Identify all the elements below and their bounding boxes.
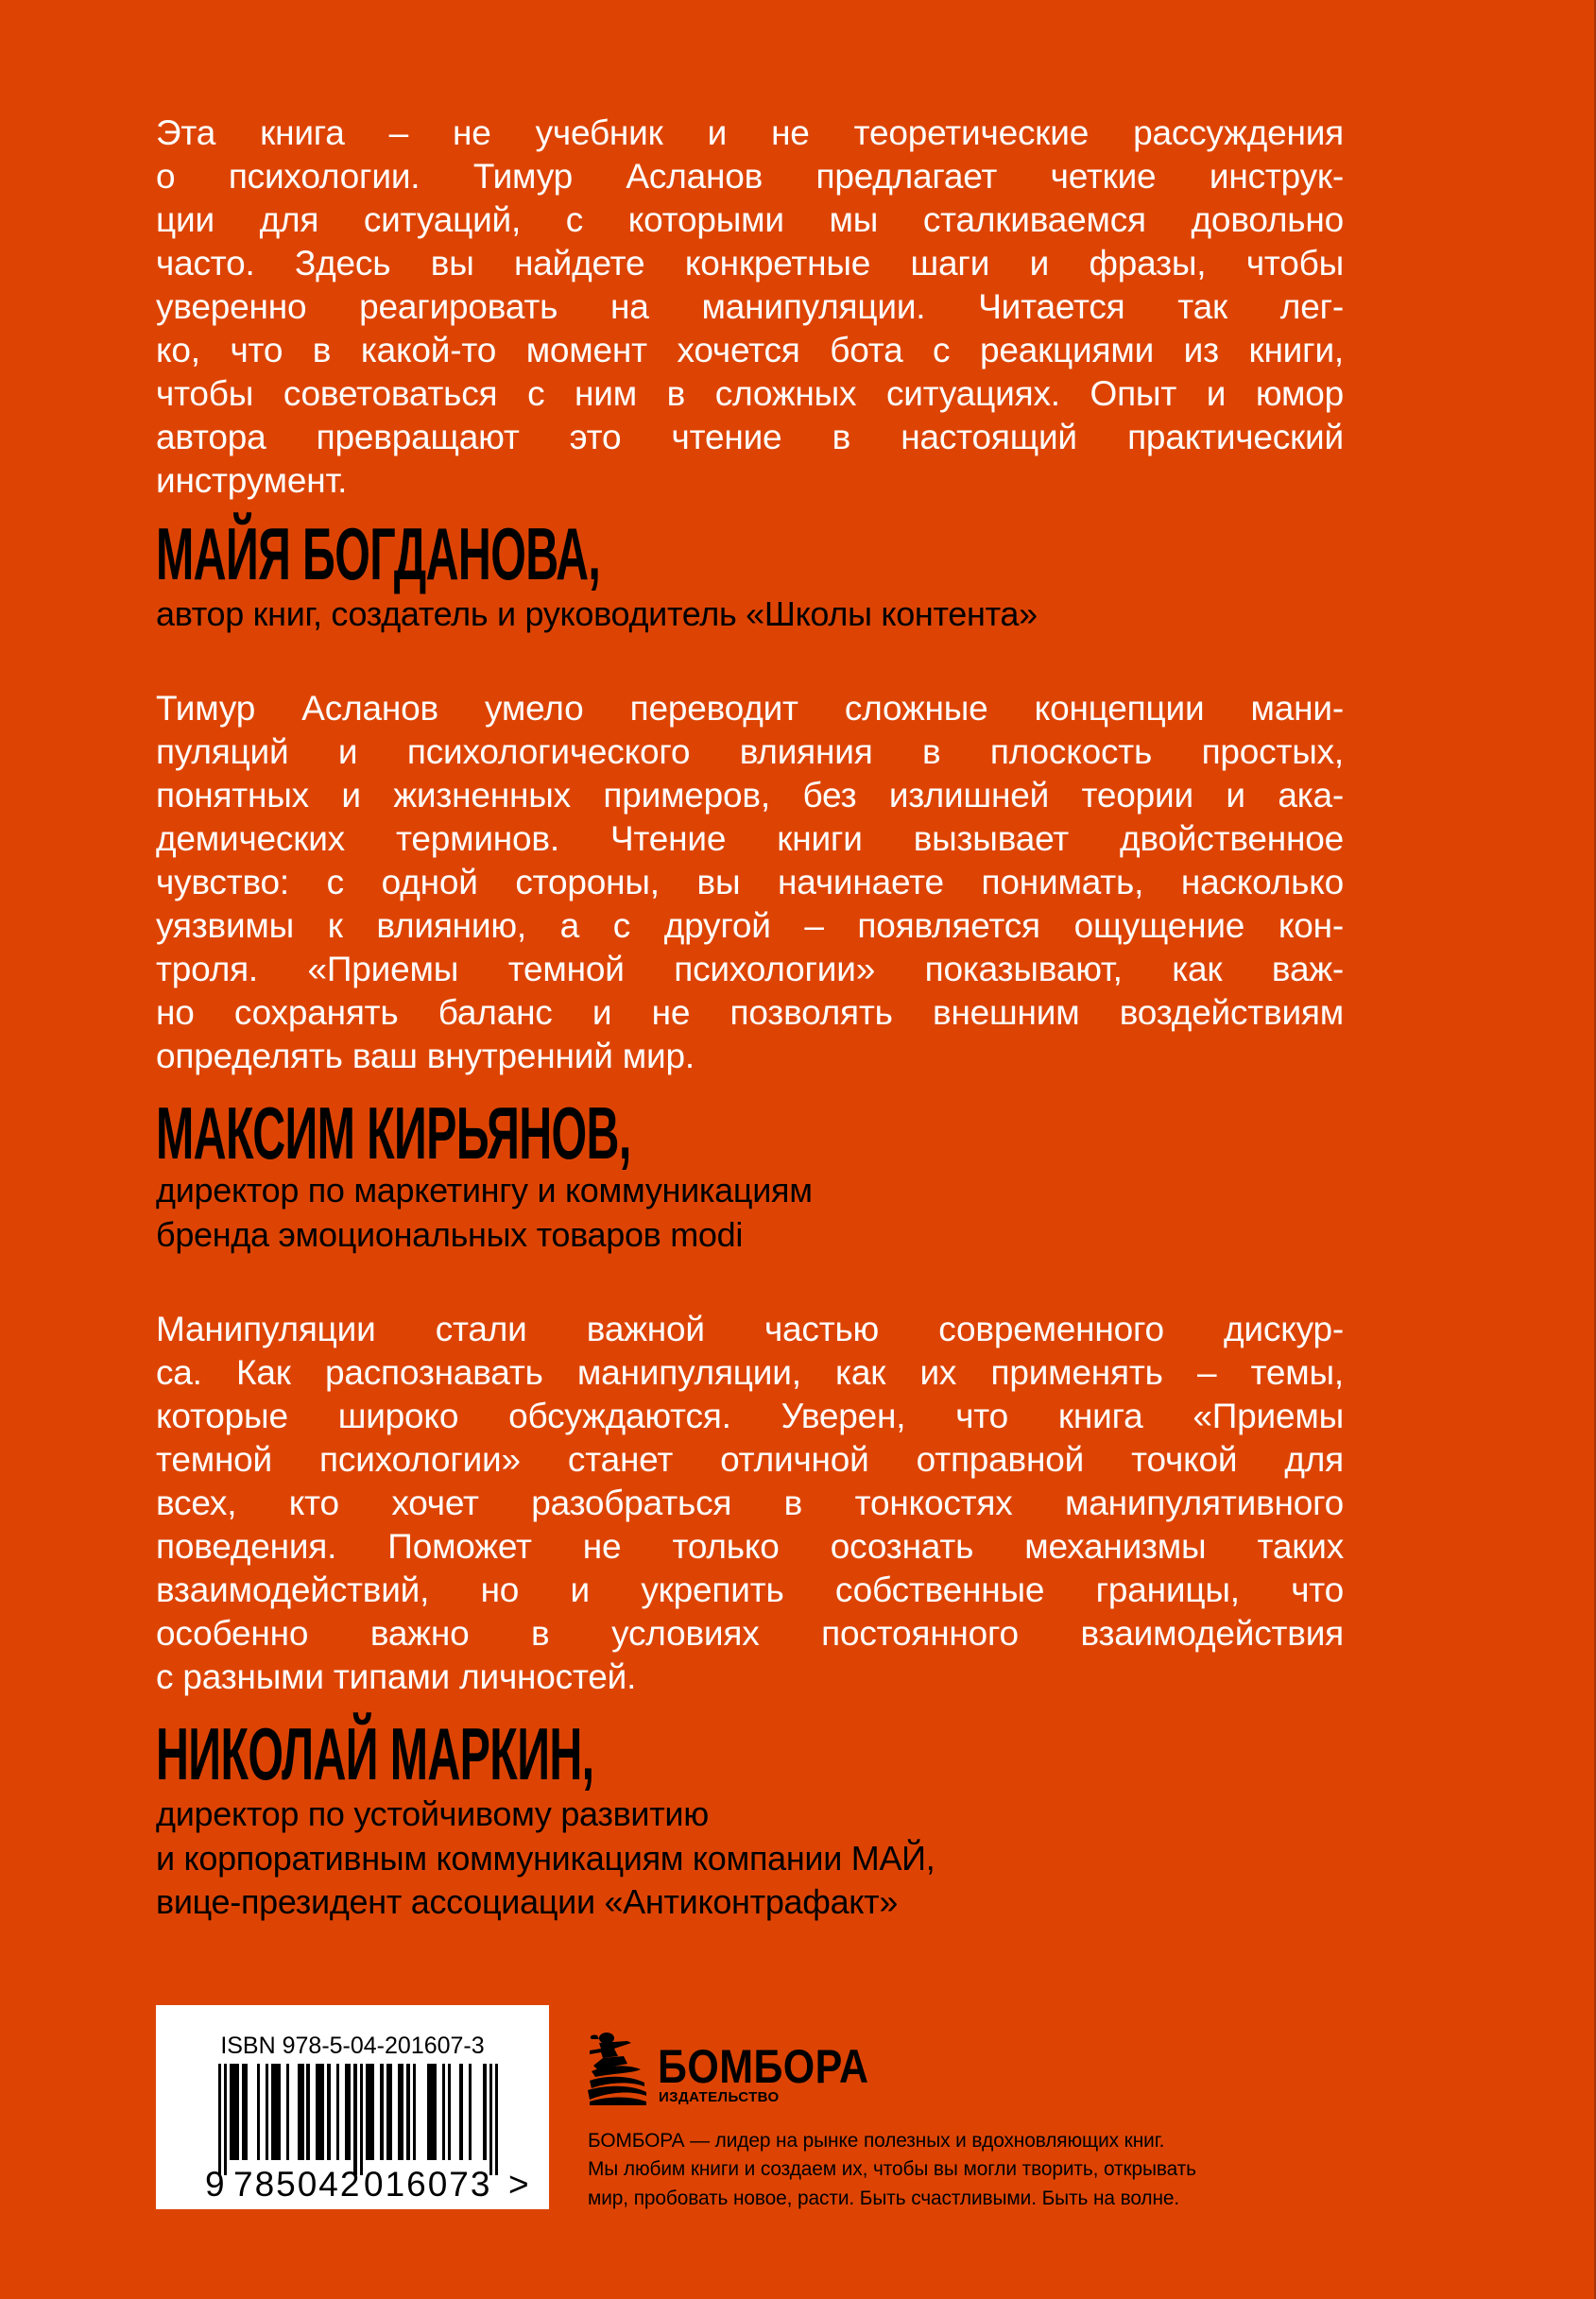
barcode-bar: [286, 2064, 289, 2160]
barcode-bar: [389, 2064, 392, 2160]
barcode-bar: [406, 2064, 409, 2160]
review-2-line: но сохранять баланс и не позволять внешним воздействиям: [156, 993, 1344, 1032]
barcode-bar: [380, 2064, 383, 2160]
barcode-bar: [489, 2064, 492, 2175]
barcode-bar: [348, 2064, 351, 2160]
review-1-line: ции для ситуаций, с которыми мы сталкиваемся довольно: [156, 200, 1344, 239]
barcode-digit-first: 9: [205, 2165, 225, 2204]
review-3-line: Манипуляции стали важной частью современного дискур-: [156, 1310, 1344, 1348]
review-2-line: пуляций и психологического влияния в плоскость простых,: [156, 732, 1344, 771]
barcode-bar: [327, 2064, 330, 2160]
barcode-digits-left: 785042: [233, 2165, 362, 2204]
review-2-author-role: бренда эмоциональных товаров modi: [156, 1215, 744, 1254]
publisher-blurb-line: Мы любим книги и создаем их, чтобы вы могли творить, открывать: [588, 2158, 1196, 2180]
barcode-bar: [353, 2064, 356, 2175]
barcode-bar: [469, 2064, 472, 2160]
barcode-bar: [401, 2064, 403, 2160]
barcode-digits-right: 016073: [364, 2165, 492, 2204]
publisher-blurb-line: мир, пробовать новое, расти. Быть счастливыми. Быть на волне.: [588, 2187, 1180, 2209]
barcode-bar: [448, 2064, 451, 2160]
review-3-line: поведения. Поможет не только осознать механизмы таких: [156, 1527, 1344, 1566]
review-3-author-name: НИКОЛАЙ МАРКИН,: [156, 1712, 594, 1795]
review-3-line: темной психологии» станет отличной отправной точкой для: [156, 1440, 1344, 1479]
review-1-line: о психологии. Тимур Асланов предлагает четкие инструк-: [156, 157, 1344, 196]
review-2-line: троля. «Приемы темной психологии» показывают, как важ-: [156, 950, 1344, 988]
review-1-line: Эта книга – не учебник и не теоретические рассуждения: [156, 113, 1344, 152]
review-1-author-name: МАЙЯ БОГДАНОВА,: [156, 512, 601, 595]
barcode-bar: [306, 2064, 309, 2160]
publisher-logo: [586, 2030, 869, 2107]
barcode-bar: [433, 2064, 436, 2160]
barcode-bar: [483, 2064, 486, 2160]
review-2-line: Тимур Асланов умело переводит сложные концепции мани-: [156, 689, 1344, 728]
isbn-label: ISBN 978-5-04-201607-3: [220, 2033, 485, 2059]
barcode-quiet-zone-marker: >: [508, 2165, 529, 2204]
review-1-line: чтобы советоваться с ним в сложных ситуациях. Опыт и юмор: [156, 374, 1344, 413]
review-1-line: инструмент.: [156, 461, 348, 500]
review-2-line: понятных и жизненных примеров, без излишней теории и ака-: [156, 776, 1344, 815]
barcode-bar: [360, 2064, 363, 2175]
publisher-subtitle: ИЗДАТЕЛЬСТВО: [659, 2089, 780, 2105]
barcode-bar: [321, 2064, 324, 2160]
review-3-author-role: и корпоративным коммуникациям компании МАЙ,: [156, 1839, 935, 1878]
review-3-line: особенно важно в условиях постоянного взаимодействия: [156, 1614, 1344, 1653]
review-1-author-role: автор книг, создатель и руководитель «Школы контента»: [156, 594, 1038, 633]
review-2-line: определять ваш внутренний мир.: [156, 1037, 695, 1075]
review-3-line: которые широко обсуждаются. Уверен, что книга «Приемы: [156, 1397, 1344, 1435]
barcode-bar: [413, 2064, 416, 2160]
barcode-bar: [371, 2064, 374, 2160]
review-3-author-role: вице-президент ассоциации «Антиконтрафакт»: [156, 1882, 899, 1921]
review-3-line: взаимодействий, но и укрепить собственные границы, что: [156, 1570, 1344, 1609]
isbn-barcode-box: [156, 2005, 549, 2209]
review-2-line: демических терминов. Чтение книги вызывает двойственное: [156, 819, 1344, 858]
barcode-bar: [224, 2064, 227, 2175]
review-1-line: ко, что в какой-то момент хочется бота с реакциями из книги,: [156, 331, 1344, 369]
barcode-bar: [266, 2064, 268, 2160]
review-3-line: с разными типами личностей.: [156, 1657, 637, 1696]
review-3-author-role: директор по устойчивому развитию: [156, 1794, 709, 1833]
review-3-line: всех, кто хочет разобраться в тонкостях манипулятивного: [156, 1484, 1344, 1522]
barcode-bar: [277, 2064, 280, 2160]
barcode-bar: [236, 2064, 239, 2160]
publisher-name: БОМБОРА: [658, 2040, 869, 2093]
ean13-barcode-icon: [218, 2064, 498, 2175]
review-2-line: уязвимы к влиянию, а с другой – появляется ощущение кон-: [156, 906, 1344, 945]
barcode-bar: [257, 2064, 260, 2160]
barcode-bar: [442, 2064, 445, 2160]
barcode-bar: [336, 2064, 339, 2160]
barcode-bar: [495, 2064, 498, 2175]
barcode-bar: [459, 2064, 462, 2160]
review-3-line: са. Как распознавать манипуляции, как их применять – темы,: [156, 1353, 1344, 1392]
review-1-line: часто. Здесь вы найдете конкретные шаги и фразы, чтобы: [156, 244, 1344, 283]
publisher-blurb-line: БОМБОРА — лидер на рынке полезных и вдохновляющих книг.: [588, 2130, 1165, 2152]
barcode-bar: [245, 2064, 248, 2160]
review-2-author-role: директор по маркетингу и коммуникациям: [156, 1171, 813, 1210]
barcode-bar: [218, 2064, 221, 2175]
surfer-logo-icon: [586, 2030, 648, 2105]
review-1-line: уверенно реагировать на манипуляции. Читается так лег-: [156, 287, 1344, 326]
review-2-author-name: МАКСИМ КИРЬЯНОВ,: [156, 1091, 631, 1175]
review-1-line: автора превращают это чтение в настоящий практический: [156, 418, 1344, 456]
review-2-line: чувство: с одной стороны, вы начинаете понимать, насколько: [156, 863, 1344, 901]
barcode-bar: [300, 2064, 303, 2160]
